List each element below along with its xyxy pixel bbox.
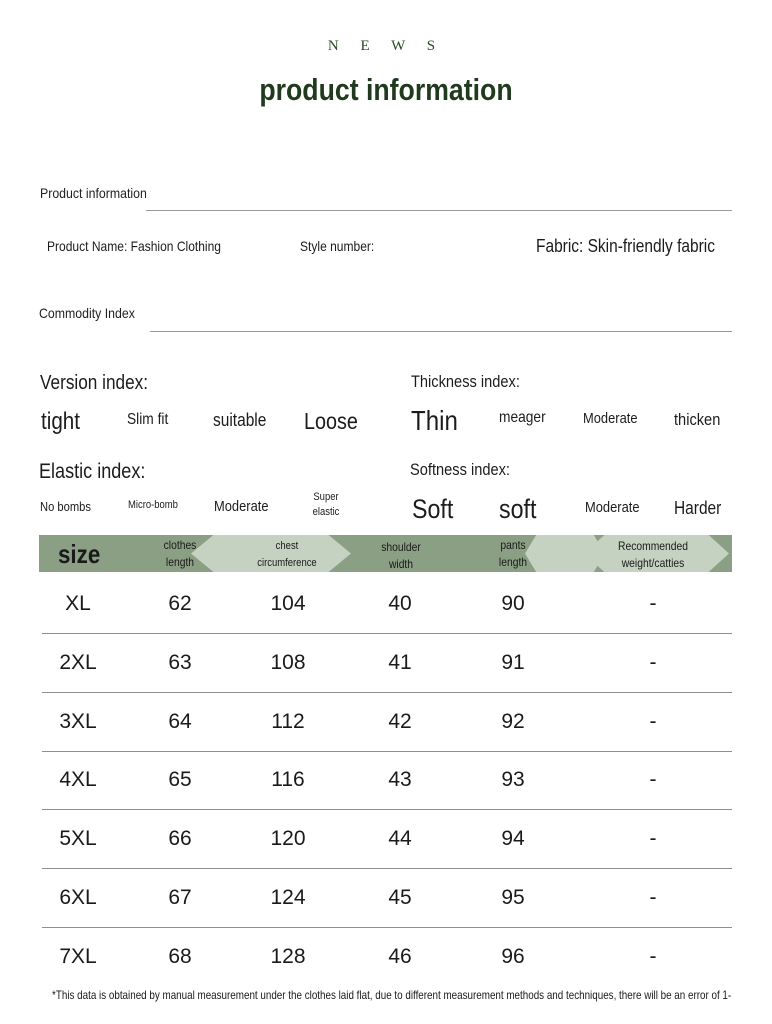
pants-length-cell: 96 — [501, 945, 525, 968]
news-kicker: N E W S — [327, 38, 445, 54]
chest-cell: 104 — [270, 592, 306, 615]
weight-cell: - — [649, 592, 657, 615]
thickness-option: Moderate — [583, 410, 638, 427]
pants-length-cell: 94 — [501, 827, 525, 850]
chest-cell: 112 — [271, 710, 305, 733]
chest-cell: 120 — [270, 827, 306, 850]
row-divider — [42, 633, 732, 634]
elastic-option: Micro-bomb — [128, 499, 178, 511]
fabric-info: Fabric: Skin-friendly fabric — [536, 236, 715, 256]
weight-cell: - — [649, 710, 657, 733]
table-row — [42, 811, 732, 869]
header-shoulder-width: shoulder width — [381, 540, 421, 571]
version-option: Loose — [304, 408, 358, 434]
weight-cell: - — [649, 651, 657, 674]
pants-length-cell: 90 — [501, 592, 525, 615]
header-clothes-length: clothes length — [163, 538, 197, 569]
shoulder-cell: 42 — [388, 710, 412, 733]
size-cell: 6XL — [59, 886, 97, 909]
weight-cell: - — [649, 886, 657, 909]
divider — [150, 331, 732, 332]
size-cell: 3XL — [59, 710, 97, 733]
pants-length-cell: 93 — [501, 768, 525, 791]
shoulder-cell: 40 — [388, 592, 412, 615]
size-cell: 5XL — [59, 827, 97, 850]
clothes-length-cell: 66 — [168, 827, 192, 850]
weight-cell: - — [649, 768, 657, 791]
chest-cell: 116 — [271, 768, 305, 791]
thickness-index-label: Thickness index: — [411, 372, 520, 391]
page-title: product information — [259, 72, 513, 107]
header-recommended-weight: Recommended weight/catties — [618, 539, 688, 570]
clothes-length-cell: 65 — [168, 768, 192, 791]
header-pants-length: pants length — [498, 538, 528, 569]
style-number: Style number: — [300, 238, 375, 254]
table-row — [42, 635, 732, 693]
table-row — [42, 694, 732, 752]
size-cell: 2XL — [59, 651, 97, 674]
weight-cell: - — [649, 945, 657, 968]
row-divider — [42, 692, 732, 693]
softness-option: Harder — [674, 498, 722, 518]
size-cell: 4XL — [59, 768, 97, 791]
elastic-option: Moderate — [214, 498, 269, 515]
pants-length-cell: 92 — [501, 710, 525, 733]
clothes-length-cell: 64 — [168, 710, 192, 733]
weight-cell: - — [649, 827, 657, 850]
table-row — [42, 870, 732, 928]
softness-option: Soft — [412, 494, 454, 524]
commodity-index-label: Commodity Index — [39, 305, 135, 321]
clothes-length-cell: 63 — [168, 651, 192, 674]
elastic-index-label: Elastic index: — [39, 460, 146, 483]
size-table-header — [39, 535, 732, 572]
version-option: tight — [41, 408, 81, 435]
row-divider — [42, 809, 732, 810]
size-cell: XL — [65, 592, 91, 615]
pants-length-cell: 95 — [501, 886, 525, 909]
product-info-label: Product information — [40, 185, 147, 201]
clothes-length-cell: 62 — [168, 592, 192, 615]
table-row — [42, 576, 732, 634]
header-size: size — [58, 539, 101, 569]
size-cell: 7XL — [59, 945, 97, 968]
header-chest-circumference: chest circumference — [257, 540, 317, 569]
elastic-option: No bombs — [40, 499, 91, 514]
shoulder-cell: 46 — [388, 945, 412, 968]
softness-index-label: Softness index: — [410, 460, 510, 479]
softness-option: Moderate — [585, 499, 640, 516]
thickness-option: meager — [499, 409, 546, 426]
shoulder-cell: 44 — [388, 827, 412, 850]
table-row — [42, 752, 732, 810]
chest-cell: 128 — [270, 945, 306, 968]
shoulder-cell: 41 — [388, 651, 412, 674]
chest-cell: 124 — [270, 886, 306, 909]
version-option: Slim fit — [127, 411, 169, 428]
softness-option: soft — [499, 494, 537, 524]
shoulder-cell: 43 — [388, 768, 412, 791]
chest-cell: 108 — [270, 651, 306, 674]
elastic-option: Super elastic — [312, 491, 340, 518]
row-divider — [42, 927, 732, 928]
table-row — [42, 929, 732, 979]
clothes-length-cell: 67 — [168, 886, 192, 909]
row-divider — [42, 868, 732, 869]
thickness-option: thicken — [674, 410, 721, 429]
product-name: Product Name: Fashion Clothing — [47, 238, 222, 254]
pants-length-cell: 91 — [501, 651, 525, 674]
shoulder-cell: 45 — [388, 886, 412, 909]
divider — [146, 210, 732, 211]
thickness-option: Thin — [411, 405, 458, 436]
version-index-label: Version index: — [40, 372, 149, 394]
clothes-length-cell: 68 — [168, 945, 192, 968]
version-option: suitable — [213, 410, 267, 430]
measurement-footnote: *This data is obtained by manual measurement under the clothes laid flat, due to different measurement methods and techniques, there will be an error of 1- — [52, 988, 732, 1002]
